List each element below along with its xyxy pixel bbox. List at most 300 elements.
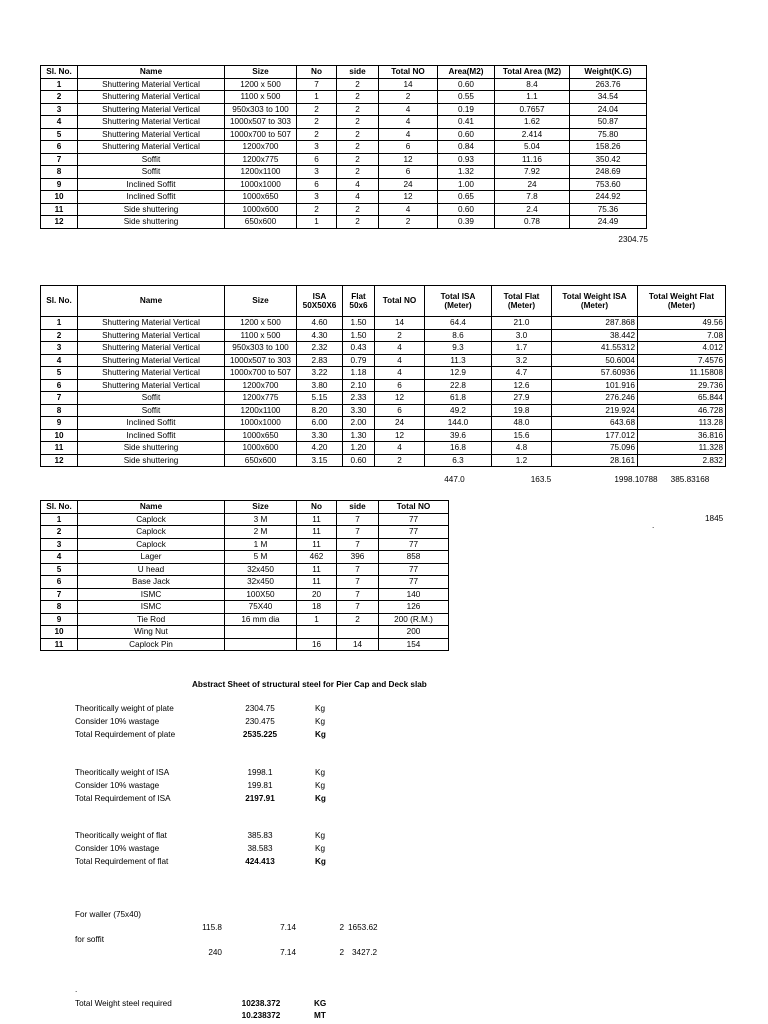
column-header: Name — [78, 501, 225, 514]
table-cell — [297, 626, 337, 639]
abstract-label: Theoritically weight of flat — [75, 831, 167, 840]
table-cell: Shuttering Material Vertical — [78, 91, 225, 104]
table-cell: 6 — [375, 379, 425, 392]
table-cell: 12 — [379, 191, 438, 204]
soffit-c: 2 — [339, 948, 344, 957]
abstract-value: 38.583 — [247, 843, 273, 853]
side-mark: . — [652, 521, 655, 530]
table-row — [41, 116, 647, 129]
table-row — [41, 166, 647, 179]
table-cell: 1200x1100 — [225, 166, 297, 179]
column-header: Total Flat (Meter) — [492, 286, 552, 317]
table-cell: 6 — [375, 404, 425, 417]
table-cell: 2.4 — [495, 203, 570, 216]
table-cell: 2 — [337, 613, 379, 626]
table-cell: 1.50 — [343, 317, 375, 330]
column-header: Total Weight ISA (Meter) — [552, 286, 638, 317]
table-cell: 2 — [337, 91, 379, 104]
table-cell: 10 — [41, 191, 78, 204]
table-cell: 2.10 — [343, 379, 375, 392]
table-cell: Base Jack — [78, 576, 225, 589]
table-cell: 75.36 — [570, 203, 647, 216]
table-cell: 11.3 — [425, 354, 492, 367]
abstract-value: 199.81 — [247, 780, 273, 790]
table-cell: 2 — [297, 103, 337, 116]
table-cell: 77 — [379, 576, 449, 589]
table-row — [41, 417, 726, 430]
table-cell: 1200 x 500 — [225, 78, 297, 91]
table-cell: Inclined Soffit — [78, 429, 225, 442]
table-cell: 643.68 — [552, 417, 638, 430]
table-cell: 10 — [41, 626, 78, 639]
table-row — [41, 153, 647, 166]
table-cell: 6 — [379, 166, 438, 179]
table-cell: 27.9 — [492, 392, 552, 405]
table-cell: 5 — [41, 563, 78, 576]
table-cell: 41.55312 — [552, 342, 638, 355]
table-cell: 61.8 — [425, 392, 492, 405]
table-cell: Shuttering Material Vertical — [78, 128, 225, 141]
dot-mark: . — [75, 985, 78, 994]
table-cell: 10 — [41, 429, 78, 442]
table-cell: 1.32 — [438, 166, 495, 179]
table-cell: 1.00 — [438, 178, 495, 191]
table-cell: 1 — [41, 513, 78, 526]
column-header: Total ISA (Meter) — [425, 286, 492, 317]
table-cell: 4 — [375, 442, 425, 455]
column-header: Area(M2) — [438, 66, 495, 79]
column-header: Flat 50x6 — [343, 286, 375, 317]
abstract-unit: Kg — [315, 768, 326, 777]
table-cell: 2 — [337, 203, 379, 216]
table-row — [41, 379, 726, 392]
table-row — [41, 454, 726, 467]
table-cell: 24 — [379, 178, 438, 191]
table-cell — [337, 626, 379, 639]
table-cell: 0.60 — [438, 78, 495, 91]
table-cell: 3 — [297, 166, 337, 179]
column-header: side — [337, 66, 379, 79]
table-cell: 1 — [297, 91, 337, 104]
table-cell: Lager — [78, 551, 225, 564]
table-cell: 8.4 — [495, 78, 570, 91]
table-cell: 36.816 — [638, 429, 726, 442]
table-cell: 77 — [379, 563, 449, 576]
table-row — [41, 329, 726, 342]
table-cell: 11 — [297, 526, 337, 539]
waller-c: 2 — [339, 923, 344, 932]
table-cell: 1200x775 — [225, 153, 297, 166]
total-cell: 163.5 — [530, 475, 552, 484]
column-header: No — [297, 501, 337, 514]
table-cell: 28.161 — [552, 454, 638, 467]
table-cell: 0.78 — [495, 216, 570, 229]
table-cell: 158.26 — [570, 141, 647, 154]
abstract-label: Consider 10% wastage — [75, 780, 160, 790]
table-cell: 14 — [337, 638, 379, 651]
table-cell: 1000x700 to 507 — [225, 367, 297, 380]
table-cell: 14 — [375, 317, 425, 330]
table-cell: Inclined Soffit — [78, 417, 225, 430]
column-header: Total NO — [375, 286, 425, 317]
total-cell: 385.83168 — [670, 475, 710, 484]
table-cell: 12.6 — [492, 379, 552, 392]
table-cell: 4 — [375, 367, 425, 380]
table-cell: 7.8 — [495, 191, 570, 204]
table-cell: 9 — [41, 417, 78, 430]
table-cell: 1000x650 — [225, 191, 297, 204]
column-header: No — [297, 66, 337, 79]
table-cell: 2 — [41, 329, 78, 342]
abstract-unit: Kg — [315, 843, 326, 853]
table-cell: 12 — [379, 153, 438, 166]
table-cell: 49.2 — [425, 404, 492, 417]
table-cell: 4.60 — [297, 317, 343, 330]
abstract-value: 2197.91 — [245, 793, 275, 803]
table-cell: 32x450 — [225, 563, 297, 576]
table-cell: Shuttering Material Vertical — [78, 317, 225, 330]
table-cell: 24.04 — [570, 103, 647, 116]
table-row — [41, 317, 726, 330]
table-cell: Caplock — [78, 513, 225, 526]
table-cell: 39.6 — [425, 429, 492, 442]
soffit-b: 7.14 — [280, 948, 296, 957]
side-value: 1845 — [705, 514, 724, 523]
table-cell: Shuttering Material Vertical — [78, 103, 225, 116]
abstract-unit: Kg — [315, 716, 326, 726]
table-cell: 7 — [337, 538, 379, 551]
table-cell: 6 — [297, 178, 337, 191]
table-cell — [225, 626, 297, 639]
total-cell: 1998.10788 — [614, 475, 658, 484]
table-cell: 396 — [337, 551, 379, 564]
table-cell: 7 — [41, 588, 78, 601]
table-cell: 248.69 — [570, 166, 647, 179]
table-cell: 12.9 — [425, 367, 492, 380]
table-cell: 1.7 — [492, 342, 552, 355]
table-row — [41, 601, 449, 614]
table-cell: 4 — [41, 551, 78, 564]
table-cell: 4 — [337, 191, 379, 204]
table-cell: 2 — [297, 128, 337, 141]
abstract-unit: Kg — [315, 780, 326, 790]
table-cell: 5 — [41, 367, 78, 380]
table-cell: 1000x507 to 303 — [225, 116, 297, 129]
waller-b: 7.14 — [280, 923, 296, 932]
table-cell: Tie Rod — [78, 613, 225, 626]
table-cell: 2 M — [225, 526, 297, 539]
table-cell: 263.76 — [570, 78, 647, 91]
table-cell: Inclined Soffit — [78, 191, 225, 204]
table-cell: 11 — [297, 563, 337, 576]
table-cell: 24 — [495, 178, 570, 191]
table-cell: 11.15808 — [638, 367, 726, 380]
table-cell: 9.3 — [425, 342, 492, 355]
table-cell: 0.7657 — [495, 103, 570, 116]
table-cell: 2 — [337, 153, 379, 166]
table-cell: 0.60 — [438, 203, 495, 216]
table-cell: Soffit — [78, 153, 225, 166]
column-header: side — [337, 501, 379, 514]
table-cell: 0.93 — [438, 153, 495, 166]
table-cell: 6 — [41, 576, 78, 589]
table-cell: 4 — [337, 178, 379, 191]
table-cell: 0.19 — [438, 103, 495, 116]
soffit-label: for soffit — [75, 935, 104, 944]
table-cell: 50.87 — [570, 116, 647, 129]
table-cell: 11.16 — [495, 153, 570, 166]
table-cell: 2.33 — [343, 392, 375, 405]
table-cell: 113.28 — [638, 417, 726, 430]
table-row — [41, 342, 726, 355]
total-steel-kg: 10238.372 — [241, 999, 281, 1008]
table-cell: ISMC — [78, 588, 225, 601]
plate-weight-table — [40, 65, 647, 229]
table-cell: 858 — [379, 551, 449, 564]
table-cell: 15.6 — [492, 429, 552, 442]
table-cell: Inclined Soffit — [78, 178, 225, 191]
table-cell: 7 — [337, 601, 379, 614]
table-cell: 1.20 — [343, 442, 375, 455]
table-row — [41, 103, 647, 116]
table-cell: 1000x1000 — [225, 417, 297, 430]
table-cell: 6 — [379, 141, 438, 154]
table-cell: 8 — [41, 166, 78, 179]
abstract-unit: Kg — [315, 856, 326, 866]
table-cell: 3.30 — [297, 429, 343, 442]
table-cell: 0.60 — [438, 128, 495, 141]
table-cell: ISMC — [78, 601, 225, 614]
table-cell: 200 (R.M.) — [379, 613, 449, 626]
table-cell: 57.60936 — [552, 367, 638, 380]
table-cell: 219.924 — [552, 404, 638, 417]
table-cell: 3 — [297, 191, 337, 204]
table-cell: 3 — [41, 538, 78, 551]
table-cell: 7 — [337, 576, 379, 589]
table-cell: Side shuttering — [78, 442, 225, 455]
total-cell: 447.0 — [444, 475, 465, 484]
column-header: Size — [225, 286, 297, 317]
table-row — [41, 78, 647, 91]
table-cell: 177.012 — [552, 429, 638, 442]
table-cell: 3 — [41, 103, 78, 116]
table-cell: 6 — [41, 141, 78, 154]
table-cell: Caplock — [78, 538, 225, 551]
table-cell: 2 — [337, 116, 379, 129]
column-header: Weight(K.G) — [570, 66, 647, 79]
table-cell: 18 — [297, 601, 337, 614]
table-cell: 1000x700 to 507 — [225, 128, 297, 141]
abstract-value: 2535.225 — [242, 729, 278, 739]
table-cell: 1000x1000 — [225, 178, 297, 191]
table-row — [41, 538, 449, 551]
table-row — [41, 429, 726, 442]
column-header: Name — [78, 66, 225, 79]
table-cell: 4.20 — [297, 442, 343, 455]
table-cell: 1.18 — [343, 367, 375, 380]
table-cell: 11 — [297, 576, 337, 589]
table-row — [41, 563, 449, 576]
table-cell: 1200x700 — [225, 141, 297, 154]
table-cell: Shuttering Material Vertical — [78, 354, 225, 367]
table-cell: 2 — [337, 141, 379, 154]
table-cell: 1.62 — [495, 116, 570, 129]
table-cell: 7.08 — [638, 329, 726, 342]
waller-label: For waller (75x40) — [75, 910, 141, 919]
table-cell: 7.4576 — [638, 354, 726, 367]
table-cell: 4 — [379, 203, 438, 216]
abstract-label: Consider 10% wastage — [75, 843, 160, 853]
abstract-unit: Kg — [315, 793, 326, 803]
table-cell: Shuttering Material Vertical — [78, 141, 225, 154]
table-cell: 34.54 — [570, 91, 647, 104]
table-cell: 5.15 — [297, 392, 343, 405]
table-cell: 154 — [379, 638, 449, 651]
table-cell: Shuttering Material Vertical — [78, 342, 225, 355]
table-cell: 4.8 — [492, 442, 552, 455]
total-steel-label: Total Weight steel required — [75, 999, 172, 1008]
table-cell: 2 — [41, 526, 78, 539]
table-cell: 1 — [297, 216, 337, 229]
table-row — [41, 551, 449, 564]
table-cell: 12 — [41, 216, 78, 229]
table-cell: 4 — [379, 103, 438, 116]
table-cell: 7 — [297, 78, 337, 91]
table-cell: 3 — [41, 342, 78, 355]
table-cell: 9 — [41, 178, 78, 191]
table-cell: 77 — [379, 526, 449, 539]
table-cell: 2 — [337, 78, 379, 91]
table-cell: 1200 x 500 — [225, 317, 297, 330]
table-row — [41, 216, 647, 229]
total-steel-mt-unit: MT — [314, 1011, 326, 1020]
abstract-value: 385.83 — [247, 831, 273, 840]
table-cell: 5 — [41, 128, 78, 141]
table-row — [41, 576, 449, 589]
table-cell: 2.832 — [638, 454, 726, 467]
table-cell: 64.4 — [425, 317, 492, 330]
table-cell: 7 — [337, 513, 379, 526]
table-cell: 22.8 — [425, 379, 492, 392]
table-cell: 8 — [41, 404, 78, 417]
table-cell: Soffit — [78, 404, 225, 417]
table-cell: 7 — [41, 392, 78, 405]
table-row — [41, 626, 449, 639]
table-cell: 46.728 — [638, 404, 726, 417]
abstract-value: 230.475 — [245, 716, 275, 726]
table-cell: 0.79 — [343, 354, 375, 367]
table-cell: 11 — [297, 538, 337, 551]
abstract-label: Consider 10% wastage — [75, 716, 160, 726]
abstract-label: Theoritically weight of plate — [75, 704, 174, 713]
abstract-label: Total Requirdement of flat — [75, 856, 169, 866]
table-cell: 2 — [337, 216, 379, 229]
table-row — [41, 404, 726, 417]
table-cell: 1000x650 — [225, 429, 297, 442]
table-cell: 16 — [297, 638, 337, 651]
table-cell: 3.22 — [297, 367, 343, 380]
table-row — [41, 178, 647, 191]
table-cell: 100X50 — [225, 588, 297, 601]
table-cell: 2.00 — [343, 417, 375, 430]
abstract-title: Abstract Sheet of structural steel for Pier Cap and Deck slab — [192, 680, 427, 689]
table-cell: 1 — [41, 317, 78, 330]
column-header: Sl. No. — [41, 501, 78, 514]
soffit-a: 240 — [208, 948, 222, 957]
table-row — [41, 526, 449, 539]
table-cell: 11 — [41, 442, 78, 455]
table-cell: Caplock Pin — [78, 638, 225, 651]
table-cell: Side shuttering — [78, 216, 225, 229]
table-cell — [225, 638, 297, 651]
table-cell: 6.00 — [297, 417, 343, 430]
table-cell: 5 M — [225, 551, 297, 564]
table-cell: 200 — [379, 626, 449, 639]
column-header: Total NO — [379, 501, 449, 514]
column-header: Sl. No. — [41, 66, 78, 79]
table-cell: 4.7 — [492, 367, 552, 380]
abstract-unit: Kg — [315, 704, 326, 713]
table-cell: 0.65 — [438, 191, 495, 204]
table-cell: Shuttering Material Vertical — [78, 78, 225, 91]
table-cell: 276.246 — [552, 392, 638, 405]
table-cell: 287.868 — [552, 317, 638, 330]
table-cell: 2 — [379, 216, 438, 229]
table-cell: 75X40 — [225, 601, 297, 614]
table-cell: 6.3 — [425, 454, 492, 467]
table-cell: 4 — [375, 342, 425, 355]
column-header: Total NO — [379, 66, 438, 79]
table-cell: 1 — [297, 613, 337, 626]
table-cell: 8 — [41, 601, 78, 614]
column-header: Sl. No. — [41, 286, 78, 317]
table-cell: 2 — [379, 91, 438, 104]
table-cell: 0.43 — [343, 342, 375, 355]
table-cell: 1200x1100 — [225, 404, 297, 417]
waller-a: 115.8 — [202, 923, 222, 932]
total-steel-kg-unit: KG — [314, 999, 327, 1008]
table-cell: 49.56 — [638, 317, 726, 330]
table-cell: 4 — [375, 354, 425, 367]
table-cell: 7 — [337, 588, 379, 601]
table-cell: 650x600 — [225, 454, 297, 467]
table-cell: 11 — [41, 203, 78, 216]
table-cell: 2 — [297, 203, 337, 216]
table-cell: Shuttering Material Vertical — [78, 116, 225, 129]
table-cell: 75.096 — [552, 442, 638, 455]
abstract-label: Total Requirdement of plate — [75, 729, 176, 739]
table-row — [41, 392, 726, 405]
table-cell: 1100 x 500 — [225, 329, 297, 342]
table-cell: Shuttering Material Vertical — [78, 367, 225, 380]
column-header: ISA 50X50X6 — [297, 286, 343, 317]
table-cell: 950x303 to 100 — [225, 103, 297, 116]
table-cell: Shuttering Material Vertical — [78, 379, 225, 392]
table-cell: 48.0 — [492, 417, 552, 430]
table-cell: 1000x600 — [225, 203, 297, 216]
table-cell: 4.012 — [638, 342, 726, 355]
column-header: Name — [78, 286, 225, 317]
table-row — [41, 191, 647, 204]
table-cell: 4 — [379, 116, 438, 129]
table-cell: 2 — [375, 329, 425, 342]
table-cell: 0.39 — [438, 216, 495, 229]
table-row — [41, 91, 647, 104]
table-cell: 7 — [337, 526, 379, 539]
waller-result: 1653.62 — [348, 923, 378, 932]
table-cell: 1 M — [225, 538, 297, 551]
table-cell: 29.736 — [638, 379, 726, 392]
